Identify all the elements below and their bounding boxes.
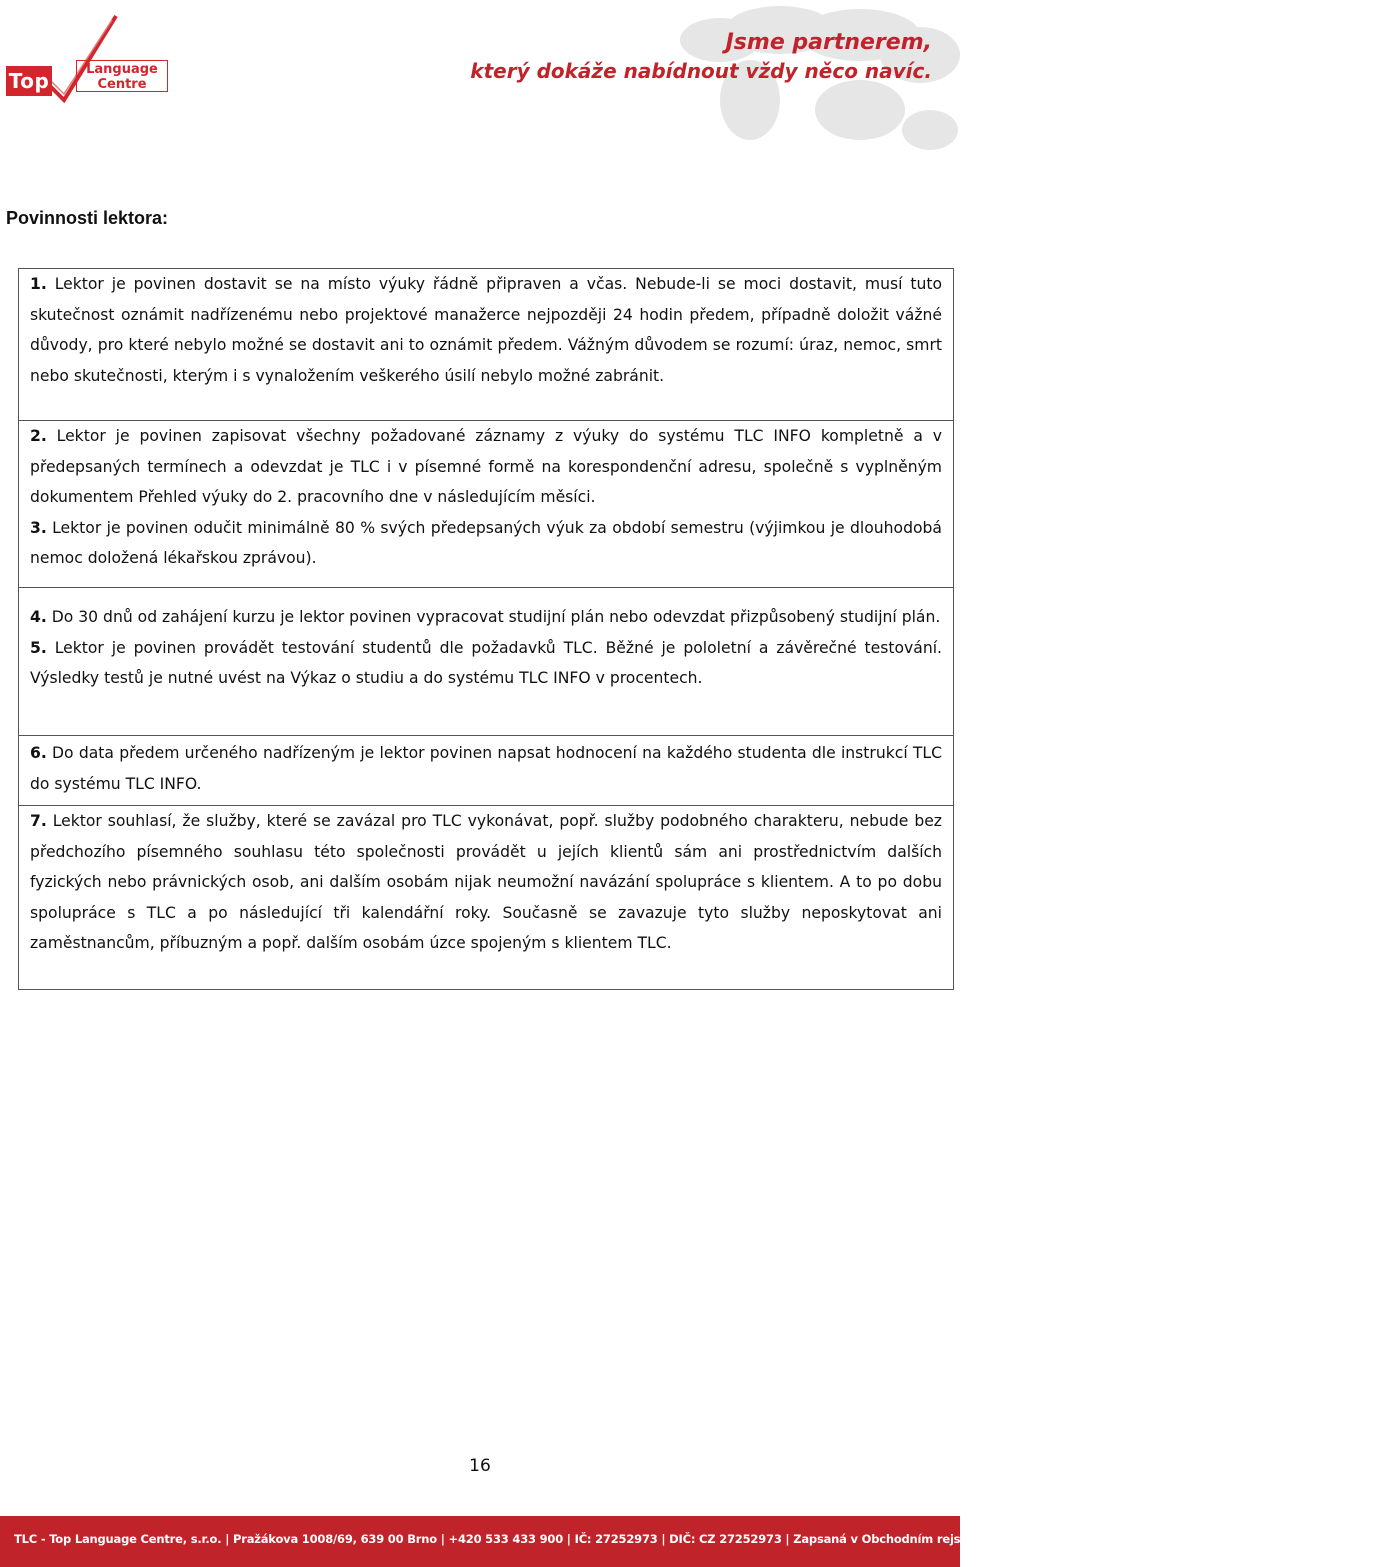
duties-table (18, 268, 954, 990)
slogan-line-2: který dokáže nabídnout vždy něco navíc. (470, 58, 932, 83)
duty-text: Do data předem určeného nadřízeným je lektor povinen napsat hodnocení na každého studenta dle instrukcí TLC do systému TLC INFO. (30, 744, 942, 793)
duty-item-3 (30, 513, 942, 574)
duty-text: Lektor je povinen zapisovat všechny požadované záznamy z výuky do systému TLC INFO kompletně a v předepsaných termínech a odevzdat je TLC i v písemné formě na korespondenční adresu, společně s vyplněným dokumentem Přehled výuky do 2. pracovního dne v následujícím měsíci. (30, 427, 942, 506)
duty-text: Do 30 dnů od zahájení kurzu je lektor povinen vypracovat studijní plán nebo odevzdat přizpůsobený studijní plán. (46, 608, 941, 626)
page-header (0, 0, 960, 170)
duty-item-6 (30, 738, 942, 799)
top-language-centre-logo (4, 8, 174, 104)
duty-number: 4. (30, 608, 47, 626)
page-number: 16 (469, 1456, 491, 1476)
duty-number: 6. (30, 744, 47, 762)
duty-number: 1. (30, 275, 47, 293)
duty-text: Lektor je povinen provádět testování studentů dle požadavků TLC. Běžné je pololetní a závěrečné testování. Výsledky testů je nutné uvést na Výkaz o studiu a do systému TLC INFO v procentech. (30, 638, 942, 687)
logo-top-text: Top (6, 66, 52, 96)
duty-row-3 (18, 588, 954, 736)
duty-number: 7. (30, 812, 47, 830)
page-heading: Povinnosti lektora: (6, 208, 169, 228)
duty-row-2 (18, 421, 954, 588)
duty-item-1 (30, 269, 942, 391)
duty-text: Lektor je povinen odučit minimálně 80 % svých předepsaných výuk za období semestru (výjimkou je dlouhodobá nemoc doložená lékařskou zprávou). (30, 518, 942, 567)
duty-number: 5. (30, 638, 47, 657)
duty-item-2 (30, 421, 942, 513)
header-slogan (470, 28, 932, 85)
duty-item-7 (30, 806, 942, 959)
duty-item-4 (30, 602, 942, 633)
duty-row-1 (18, 268, 954, 421)
logo-language-centre-text (76, 60, 168, 92)
duty-text: Lektor je povinen dostavit se na místo výuky řádně připraven a včas. Nebude-li se moci dostavit, musí tuto skutečnost oznámit nadřízenému nebo projektové manažerce nejpozději 24 hodin předem, případně doložit vážné důvody, pro které nebylo možné se dostavit ani to oznámit předem. Vážným důvodem se rozumí: úraz, nemoc, smrt nebo skutečnosti, kterým i s vynaložením veškerého úsilí nebylo možné zabránit. (30, 275, 942, 385)
duty-item-5 (30, 633, 942, 694)
slogan-line-1: Jsme partnerem, (725, 30, 932, 55)
page-footer (0, 1516, 1377, 1567)
duty-number: 2. (30, 427, 47, 445)
logo-language-text: Language (86, 62, 158, 77)
duty-row-4 (18, 736, 954, 806)
logo-centre-text: Centre (97, 77, 147, 92)
duty-number: 3. (30, 518, 47, 537)
footer-company-info: TLC - Top Language Centre, s.r.o. | Pražákova 1008/69, 639 00 Brno | +420 533 433 900 | IČ: 27252973 | DIČ: CZ 27252973 | Zapsaná v Obchodním rejstříku u Krajského soudu v Brně, oddíl C, vložka 51914 | www.tlc.cz (14, 1532, 1377, 1546)
duty-row-5 (18, 806, 954, 990)
duty-text: Lektor souhlasí, že služby, které se zavázal pro TLC vykonávat, popř. služby podobného charakteru, nebude bez předchozího písemného souhlasu této společnosti provádět u jejích klientů sám ani prostřednictvím dalších fyzických nebo právnických osob, ani dalším osobám nijak neumožní navázání spolupráce s klientem. A to po dobu spolupráce s TLC a po následující tři kalendářní roky. Současně se zavazuje tyto služby neposkytovat ani zaměstnancům, příbuzným a popř. dalším osobám úzce spojeným s klientem TLC. (30, 812, 942, 952)
